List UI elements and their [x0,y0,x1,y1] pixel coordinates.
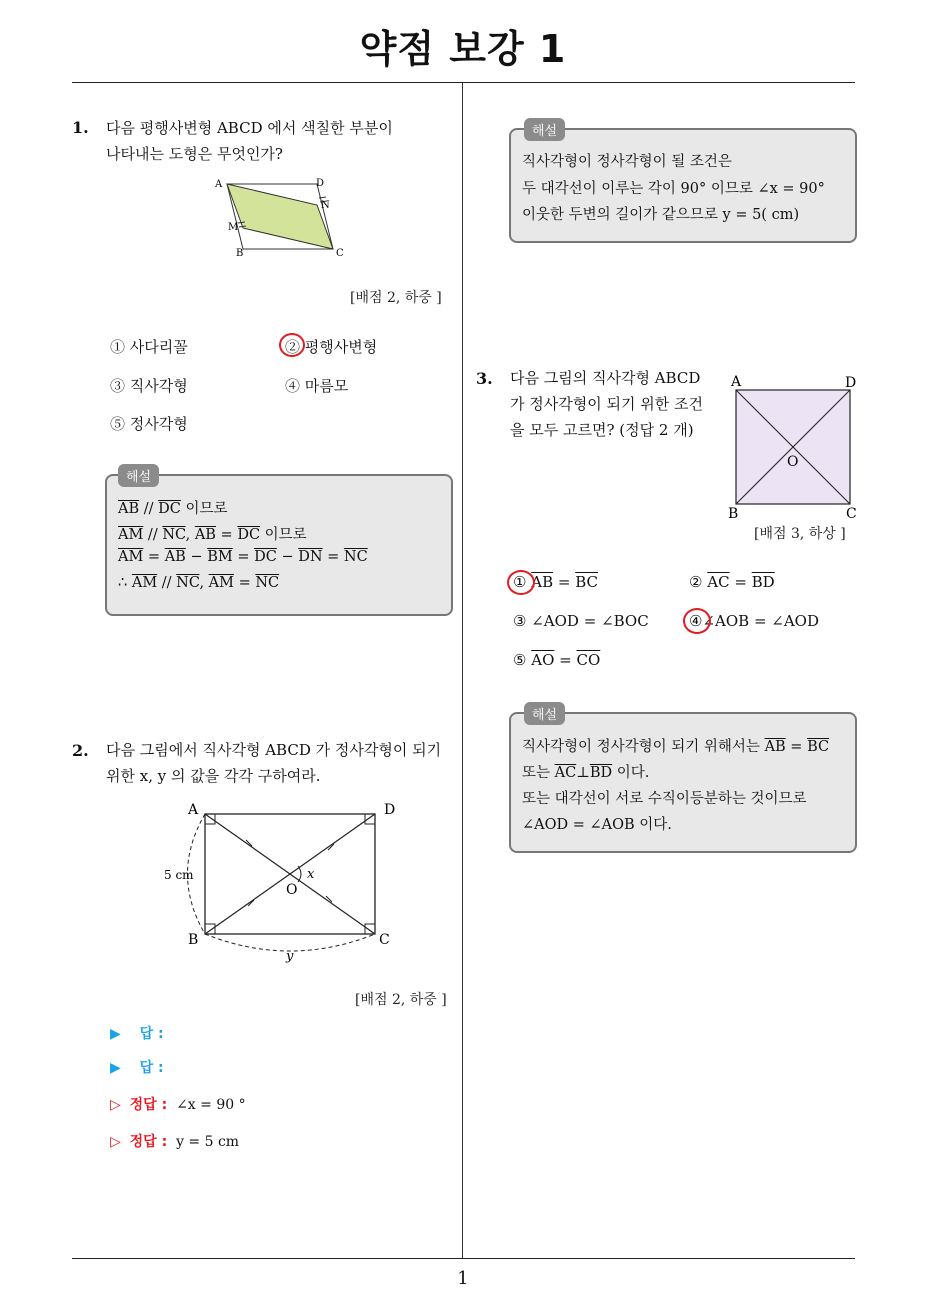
center-label-O: O [286,882,298,898]
explanation-tag: 해설 [524,118,565,141]
solution-row-1 [110,1094,246,1114]
choice-3[interactable]: ③ ∠AOD = ∠BOC [513,612,649,630]
solution-value: y = 5 cm [176,1134,240,1150]
score-difficulty: [배점 2, 하중 ] [355,992,447,1008]
score-difficulty: [배점 3, 하상 ] [754,526,846,542]
vertex-label-D: D [845,375,857,391]
answer-label: 답 : [139,1060,164,1076]
explanation-line-2: 두 대각선이 이루는 각이 90° 이므로 ∠x = 90° [522,181,825,197]
explanation-line-3: 또는 대각선이 서로 수직이등분하는 것이므로 [522,791,807,807]
point-label-M: M [228,222,239,233]
explanation-line-4: ∠AOD = ∠AOB 이다. [522,817,672,833]
question-number: 3. [476,369,493,388]
outline-play-icon: ▷ [110,1134,121,1150]
choice-4[interactable]: ④∠AOB = ∠AOD [689,612,820,630]
question-number: 2. [72,741,89,760]
choice-2[interactable]: ② $\overline{AC} = \overline{BD}$ [689,573,775,591]
vertex-label-D: D [384,802,396,818]
bottom-label-y: y [286,949,294,964]
solution-row-2 [110,1131,239,1151]
vertex-label-B: B [728,506,739,522]
solution-label: 정답 : [129,1097,168,1113]
choice-1[interactable]: ① $\overline{AB} = \overline{BC}$ [513,573,598,591]
explanation-tag: 해설 [524,702,565,725]
vertex-label-C: C [336,248,344,259]
angle-label-x: x [307,867,315,882]
explanation-line-1: 직사각형이 정사각형이 되기 위해서는 $\overline{AB} = \overline{BC}$ [522,739,830,755]
question-text-line2: 위한 x, y 의 값을 각각 구하여라. [106,767,321,785]
shaded-region [227,184,333,249]
page-title: 약점 보강 1 [359,27,567,71]
vertex-label-B: B [188,932,199,948]
answer-row-1[interactable] [110,1023,164,1043]
point-label-N: N [321,200,330,211]
choice-5[interactable]: ⑤ $\overline{AO} = \overline{CO}$ [513,651,601,669]
column-divider [462,83,463,1258]
explanation-tag: 해설 [118,464,159,487]
vertex-label-A: A [215,179,223,190]
choice-4[interactable]: ④ 마름모 [285,377,349,395]
parallelogram-figure [205,170,355,262]
answer-label: 답 : [139,1026,164,1042]
question-text-line2: 가 정사각형이 되기 위한 조건 [510,395,703,413]
explanation-line-2: 또는 $\overline{AC}\perp\overline{BD}$ 이다. [522,765,650,781]
solution-value: ∠x = 90 ° [176,1097,246,1113]
answer-row-2[interactable] [110,1057,164,1077]
explanation-line-3: $\overline{AM} = \overline{AB} - \overline{BM} = \overline{DC} - \overline{DN} = \overline{NC}$ [118,549,368,565]
explanation-box [105,474,453,616]
outline-play-icon: ▷ [110,1097,121,1113]
explanation-line-4: ∴ $\overline{AM} // \overline{NC}$, $\overline{AM} = \overline{NC}$ [118,575,280,591]
answer-mark-circle [683,608,711,634]
choice-5[interactable]: ⑤ 정사각형 [110,415,188,433]
question-text-line1: 다음 평행사변형 ABCD 에서 색칠한 부분이 [106,119,393,137]
play-icon: ▶ [110,1060,121,1076]
top-rule [72,82,855,83]
choice-1[interactable]: ① 사다리꼴 [110,338,188,356]
side-length-label: 5 cm [164,868,194,882]
vertex-label-C: C [379,932,390,948]
vertex-label-A: A [188,802,199,818]
question-text-line2: 나타내는 도형은 무엇인가? [106,145,283,163]
vertex-label-C: C [846,506,857,522]
square-figure [724,370,864,522]
choice-2[interactable]: ② 평행사변형 [285,338,378,356]
answer-mark-circle [507,570,535,595]
question-text-line3: 을 모두 고르면? (정답 2 개) [510,421,694,439]
solution-label: 정답 : [129,1134,168,1150]
explanation-line-1: 직사각형이 정사각형이 될 조건은 [522,154,732,170]
play-icon: ▶ [110,1026,121,1042]
question-number: 1. [72,118,89,137]
question-text-line1: 다음 그림에서 직사각형 ABCD 가 정사각형이 되기 [106,741,442,759]
answer-mark-circle [279,333,305,357]
vertex-label-B: B [236,248,244,259]
question-text-line1: 다음 그림의 직사각형 ABCD [510,369,701,387]
explanation-line-2: $\overline{AM} // \overline{NC}$, $\overline{AB} = \overline{DC}$ 이므로 [118,527,307,543]
page-number: 1 [457,1268,469,1289]
score-difficulty: [배점 2, 하중 ] [350,290,442,306]
bottom-rule [72,1258,855,1259]
vertex-label-D: D [316,178,325,189]
center-label-O: O [787,454,799,470]
rectangle-figure [160,798,410,968]
explanation-line-1: $\overline{AB} // \overline{DC}$ 이므로 [118,501,228,517]
explanation-line-3: 이웃한 두변의 길이가 같으므로 y = 5( cm) [522,207,800,223]
choice-3[interactable]: ③ 직사각형 [110,377,188,395]
vertex-label-A: A [731,374,742,390]
